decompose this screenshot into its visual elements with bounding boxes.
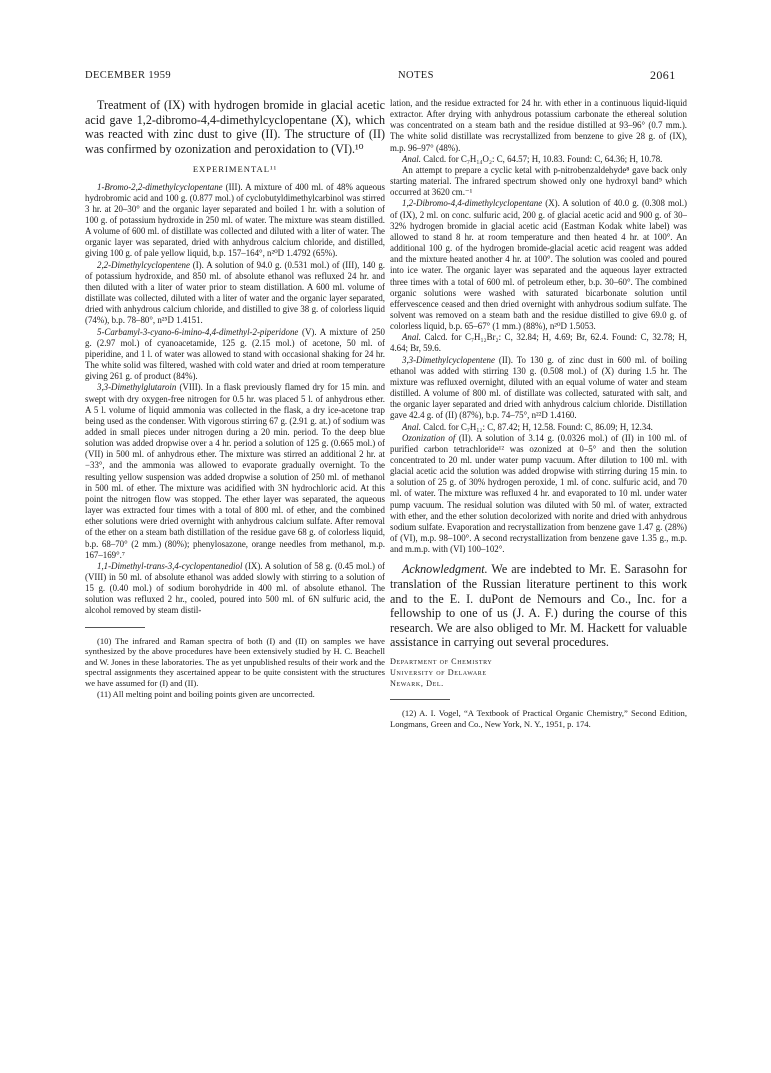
- procedure-title: 1,2-Dibromo-4,4-dimethylcyclopentane: [402, 198, 543, 209]
- analysis-diol: [390, 154, 687, 165]
- procedure-title: 1,1-Dimethyl-trans-3,4-cyclopentanediol: [97, 560, 243, 571]
- acknowledgment-paragraph: [390, 562, 687, 650]
- procedure-3-3-dimethylcyclopentene: [390, 355, 687, 422]
- procedure-text: (VIII). In a flask previously flamed dry for 15 min. and swept with dry oxygen-free nitrogen for 0.5 hr. was placed 5 l. of anhydrous ether. A 5 l. volume of liquid ammonia was collected in the flask, a dry ice-acetone trap being used as the condenser. With vigorous stirring 67 g. (2.91 g. at.) of sodium was added in small pieces under nitrogen during a 20 min. period. To the deep blue solution was added dropwise over a 4 hr. period a solution of 125 g. (0.665 mol.) of (VII) in 500 ml. of anhydrous ether. The mixture was stirred an additional 2 hr. at −33°, and the ammonia was allowed to evaporate gradually overnight. To the resulting yellow suspension was added dropwise a solution of 250 ml. of methanol in 500 ml. of ether. The mixture was acidified with 3N hydrochloric acid. At this point the nitrogen flow was stopped. The ether layer was separated, the aqueous layer was extracted four times with a total of 800 ml. of ether, and the combined ether solutions were dried overnight with anhydrous calcium sulfate. After removal of the ether on a steam bath distillation of the residue gave 68 g. of colorless liquid, b.p. 68–70° (2 mm.) (80%); phenylosazone, orange needles from methanol, m.p. 167–169°.⁷: [85, 382, 385, 560]
- procedure-text: (II). A solution of 3.14 g. (0.0326 mol.) of (II) in 100 ml. of purified carbon tetrachloride¹² was ozonized at 0–5° and then the solution concentrated to 20 ml. under water pump vacuum. After dilution to 100 ml. with glacial acetic acid the solution was added dropwise with stirring during 15 min. to a solution of 25 g. of 30% hydrogen peroxide, 1 ml. of conc. sulfuric acid, and 70 ml. of water. The mixture was refluxed 4 hr. and evaporated to 10 ml. under water pump vacuum. The residual solution was diluted with 50 ml. of water, extracted with ether, and the ether solution decolorized with norite and dried with anhydrous sodium sulfate. Evaporation and recrystallization from benzene gave 1.47 g. (28%) of (VI), m.p. 98–100°. A second recrystallization from benzene gave 1.35 g., m.p. and m.m.p. with (VI) 100–102°.: [390, 432, 687, 555]
- running-header-section: NOTES: [398, 70, 434, 81]
- analysis-label: Anal.: [402, 332, 421, 343]
- procedure-title: 3,3-Dimethylcyclopentene: [402, 354, 495, 365]
- procedure-dimethylcyclopentene: [85, 260, 385, 327]
- procedure-text: (IX). A solution of 58 g. (0.45 mol.) of (VIII) in 50 ml. of absolute ethanol was added slowly with stirring to a solution of 15 g. (0.40 mol.) of sodium borohydride in 400 ml. of absolute ethanol. The solution was refluxed 2 hr., cooled, poured into 500 ml. of 6N sulfuric acid, the alcohol removed by steam distil-: [85, 560, 385, 616]
- acknowledgment-text: We are indebted to Mr. E. Sarasohn for translation of the Russian literature pertinent to this work and to the E. I. duPont de Nemours and Co., Inc. for a fellowship to one of us (J. A. F.) during the course of this research. We are also obliged to Mr. M. Hackett for valuable assistance in carrying out several procedures.: [390, 562, 687, 650]
- procedure-title: Ozonization of: [402, 432, 456, 443]
- footnote-divider: [390, 699, 450, 700]
- procedure-text: (V). A mixture of 250 g. (2.97 mol.) of cyanoacetamide, 125 g. (2.15 mol.) of acetone, 50 ml. of piperidine, and 1 l. of water was allowed to stand with occasional shaking for 24 hr. The white solid was filtered, washed with cold water and dried at room temperature giving 261 g. of product (84%).: [85, 326, 385, 382]
- ketal-attempt-paragraph: An attempt to prepare a cyclic ketal with p-nitrobenzaldehyde⁸ gave back only starting material. The infrared spectrum showed only one hydroxyl band⁹ which occurred at 3620 cm.⁻¹: [390, 164, 687, 198]
- analysis-label: Anal.: [402, 421, 421, 432]
- intro-paragraph: Treatment of (IX) with hydrogen bromide in glacial acetic acid gave 1,2-dibromo-4,4-dimethylcyclopentane (X), which was reacted with zinc dust to give (II). The structure of (II) was confirmed by ozonization and peroxidation to (VI).¹⁰: [85, 98, 385, 156]
- analysis-text: Calcd. for C₇H₁₂Br₂: C, 32.84; H, 4.69; Br, 62.4. Found: C, 32.78; H, 4.64; Br, 59.6.: [390, 332, 687, 354]
- procedure-cyclopentanediol: [85, 561, 385, 617]
- footnote-divider: [85, 627, 145, 628]
- procedure-piperidone: [85, 327, 385, 383]
- procedure-dibromo: [390, 198, 687, 332]
- procedure-title: 5-Carbamyl-3-cyano-6-imino-4,4-dimethyl-2-piperidone: [97, 326, 299, 337]
- footnote-10: (10) The infrared and Raman spectra of both (I) and (II) on samples we have synthesized by the above procedures have been extensively studied by H. C. Beachell and W. Jones in these laboratories. The as yet unpublished results of their work and the spectral assignments they ascertained appear to be quite consistent with the structures we have assumed for (I) and (II).: [85, 635, 385, 688]
- footnote-12: (12) A. I. Vogel, “A Textbook of Practical Organic Chemistry,” Second Edition, Longmans, Green and Co., New York, N. Y., 1951, p. 174.: [390, 707, 687, 729]
- affiliation-department: Department of Chemistry: [390, 656, 493, 666]
- procedure-glutaroin: [85, 382, 385, 561]
- continued-paragraph: lation, and the residue extracted for 24 hr. with ether in a continuous liquid-liquid extractor. After drying with anhydrous potassium carbonate the ethereal solution was concentrated on a steam bath and the residue distilled at 93–96° (0.7 mm.). The white solid distillate was recrystallized from benzene to give 28 g. of (IX), m.p. 96–97° (48%).: [390, 98, 687, 153]
- analysis-dibromo: [390, 332, 687, 354]
- analysis-cyclopentene: [390, 422, 687, 433]
- section-heading-experimental: EXPERIMENTAL¹¹: [192, 164, 278, 175]
- procedure-title: 2,2-Dimethylcyclopentene: [97, 259, 190, 270]
- running-header-date: DECEMBER 1959: [85, 70, 171, 81]
- procedure-title: 3,3-Dimethylglutaroin: [97, 382, 177, 393]
- procedure-text: (X). A solution of 40.0 g. (0.308 mol.) of (IX), 2 ml. on conc. sulfuric acid, 200 g. of glacial acetic acid and 900 g. of 30–32% hydrogen bromide in glacial acetic acid (Eastman Kodak white label) was allowed to stand 8 hr. at room temperature and then heated 4 hr. at 100°. An additional 100 g. of the hydrogen bromide-glacial acetic acid reagent was added and the mixture heated another 4 hr. at 100°. The solution was cooled and poured into ice water. The organic layer was separated and the aqueous layer extracted three times with a total of 600 ml. of petroleum ether, b.p. 30–60°. The combined organic solutions were washed with saturated bicarbonate solution until effervescence ceased and then dried overnight with anhydrous sodium sulfate. The solvent was removed on a steam bath and the residue distilled to give 69.0 g. of colorless liquid, b.p. 65–67° (1 mm.) (88%), n²⁰D 1.5053.: [390, 198, 687, 332]
- analysis-text: Calcd. for C₇H₁₄O₂: C, 64.57; H, 10.83. Found: C, 64.36; H, 10.78.: [420, 153, 663, 164]
- left-column: [85, 98, 385, 699]
- affiliation-city: Newark, Del.: [390, 678, 444, 688]
- procedure-title: 1-Bromo-2,2-dimethylcyclopentane: [97, 181, 223, 192]
- procedure-bromo-dimethylcyclopentane: [85, 182, 385, 260]
- procedure-text: (I). A solution of 94.0 g. (0.531 mol.) of (III), 140 g. of potassium hydroxide, and 850 ml. of absolute ethanol was refluxed 24 hr. and then diluted with a liter of water prior to steam distillation. A 600 ml. volume of distillate was collected, diluted with a liter of water and the organic layer separated, dried with anhydrous calcium chloride, and distilled to give 38 g. of colorless liquid (74%), b.p. 78–80°, n²⁵D 1.4151.: [85, 259, 385, 326]
- procedure-ozonization: [390, 433, 687, 556]
- acknowledgment-label: Acknowledgment.: [402, 562, 488, 577]
- analysis-text: Calcd. for C₇H₁₂: C, 87.42; H, 12.58. Found: C, 86.09; H, 12.34.: [420, 421, 653, 432]
- procedure-text: (III). A mixture of 400 ml. of 48% aqueous hydrobromic acid and 100 g. (0.877 mol.) of cyclobutyldimethylcarbinol was stirred 3 hr. at 20–30° and the organic layer separated and boiled 1 hr. with a solution of 100 g. of potassium hydroxide in 250 ml. of water. The mixture was steam distilled. A volume of 600 ml. of distillate was collected and diluted with a liter of water. The organic layer was separated, dried with anhydrous calcium chloride, and distilled, giving 100 g. of pale yellow liquid, b.p. 157–164°, n²⁰D 1.4792 (65%).: [85, 181, 385, 259]
- right-column: [390, 98, 687, 729]
- affiliation-university: University of Delaware: [390, 667, 487, 677]
- procedure-text: (II). To 130 g. of zinc dust in 600 ml. of boiling ethanol was added with stirring 130 g. (0.508 mol.) of (X) during 1.5 hr. The mixture was refluxed overnight, diluted with an equal volume of water and steam distilled. A volume of 800 ml. of distillate was collected, saturated with salt, and the organic layer separated and dried with anhydrous calcium chloride. Distillation gave 42.4 g. of (II) (87%), b.p. 74–75°, n²²D 1.4160.: [390, 354, 687, 421]
- analysis-label: Anal.: [402, 153, 421, 164]
- page-number: 2061: [650, 68, 676, 82]
- footnote-11: (11) All melting point and boiling points given are uncorrected.: [97, 688, 315, 699]
